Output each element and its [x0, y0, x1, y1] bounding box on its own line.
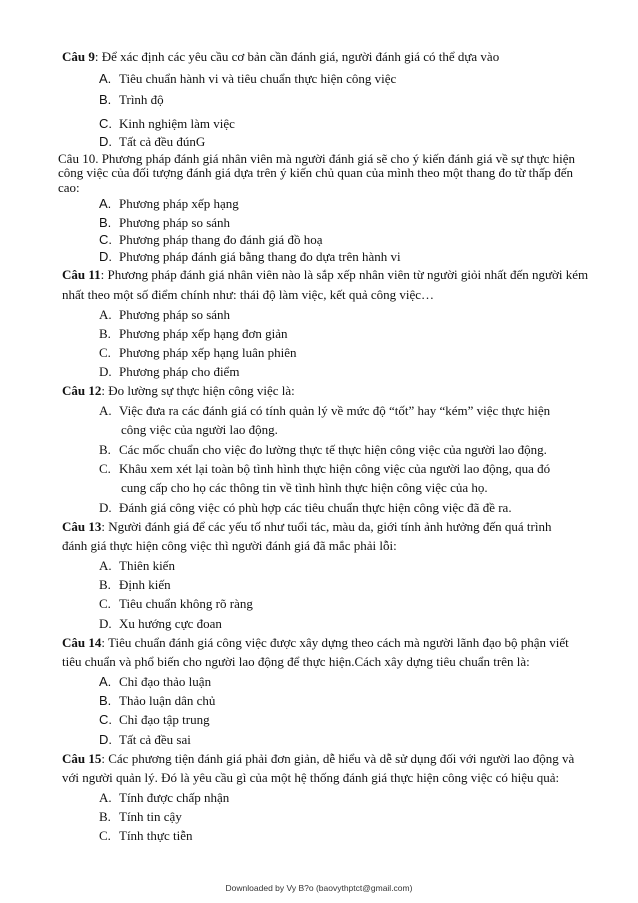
- option-text: Phương pháp cho điểm: [119, 364, 240, 379]
- question-14-stem: [62, 634, 569, 651]
- option-label: B.: [99, 442, 111, 457]
- option-d: [99, 731, 191, 748]
- option-text: Tính thực tiễn: [119, 828, 193, 843]
- option-text: Phương pháp so sánh: [119, 215, 231, 230]
- option-label: C.: [99, 828, 111, 843]
- option-d: [99, 363, 239, 380]
- option-b: [99, 91, 164, 108]
- option-a: [99, 195, 239, 212]
- option-label: C.: [99, 461, 111, 476]
- question-text: : Đo lường sự thực hiện công việc là:: [101, 383, 295, 398]
- option-label: B.: [99, 577, 111, 592]
- question-15-stem-line-2: với người quản lý. Đó là yêu cầu gì của một hệ thống đánh giá thực hiện công việc có hiệu quả:: [62, 770, 560, 785]
- option-text: Phương pháp xếp hạng luân phiên: [119, 345, 297, 360]
- option-c: [99, 460, 550, 477]
- question-10-stem-line-1: Câu 10. Phương pháp đánh giá nhân viên mà người đánh giá sẽ cho ý kiến đánh giá về sự thực hiện: [58, 151, 576, 166]
- option-label: A.: [99, 71, 112, 86]
- option-a: [99, 557, 175, 574]
- option-c: [99, 344, 296, 361]
- question-9-stem: [62, 48, 499, 65]
- option-text: Việc đưa ra các đánh giá có tính quản lý về mức độ “tốt” hay “kém” việc thực hiện: [119, 403, 551, 418]
- option-text: Phương pháp so sánh: [119, 307, 231, 322]
- question-11-stem-line-2: nhất theo một số điểm chính như: thái độ làm việc, kết quả công việc…: [62, 287, 435, 302]
- question-13-stem: [62, 518, 551, 535]
- option-a-continuation: công việc của người lao động.: [121, 422, 278, 437]
- option-text: Chỉ đạo thảo luận: [119, 674, 212, 689]
- option-label: C.: [99, 232, 112, 247]
- option-text: Tính được chấp nhận: [119, 790, 230, 805]
- option-b: [99, 808, 182, 825]
- option-label: A.: [99, 196, 112, 211]
- option-d: [99, 133, 205, 150]
- question-15-stem: [62, 750, 574, 767]
- option-text: Tiêu chuẩn hành vi và tiêu chuẩn thực hiện công việc: [119, 71, 397, 86]
- option-d: [99, 615, 222, 632]
- option-b: [99, 441, 547, 458]
- option-text: Phương pháp đánh giá bằng thang đo dựa trên hành vi: [119, 249, 401, 264]
- option-text: Chỉ đạo tập trung: [119, 712, 210, 727]
- question-12-stem: [62, 382, 295, 399]
- option-text: Đánh giá công việc có phù hợp các tiêu chuẩn thực hiện công việc đã đề ra.: [119, 500, 512, 515]
- option-text: Các mốc chuẩn cho việc đo lường thực tế thực hiện công việc của người lao động.: [119, 442, 547, 457]
- question-text: : Người đánh giá để các yếu tố như tuổi tác, màu da, giới tính ảnh hưởng đến quá trình: [101, 519, 552, 534]
- option-a: [99, 789, 229, 806]
- option-text: Kinh nghiệm làm việc: [119, 116, 235, 131]
- option-text: Tất cả đều đúnG: [119, 134, 206, 149]
- option-text: Tiêu chuẩn không rõ ràng: [119, 596, 253, 611]
- option-label: A.: [99, 674, 112, 689]
- question-number: Câu 12: [62, 383, 102, 398]
- option-label: B.: [99, 326, 111, 341]
- question-number: Câu 11: [62, 267, 101, 282]
- option-c-continuation: cung cấp cho họ các thông tin về tình hình thực hiện công việc của họ.: [121, 480, 488, 495]
- option-label: C.: [99, 345, 111, 360]
- option-a: [99, 70, 396, 87]
- question-number: Câu 15: [62, 751, 102, 766]
- question-text: : Tiêu chuẩn đánh giá công việc được xây dựng theo cách mà người lãnh đạo bộ phận viết: [101, 635, 569, 650]
- option-label: D.: [99, 616, 112, 631]
- option-label: B.: [99, 809, 111, 824]
- option-b: [99, 692, 215, 709]
- question-11-stem: [62, 266, 588, 283]
- option-d: [99, 499, 512, 516]
- option-label: D.: [99, 134, 112, 149]
- option-a: [99, 402, 550, 419]
- option-text: Định kiến: [119, 577, 171, 592]
- option-text: Phương pháp xếp hạng: [119, 196, 239, 211]
- question-number: Câu 14: [62, 635, 102, 650]
- option-label: C.: [99, 116, 112, 131]
- option-text: Xu hướng cực đoan: [119, 616, 222, 631]
- option-c: [99, 115, 235, 132]
- download-footer: Downloaded by Vy B?o (baovythptct@gmail.com): [225, 883, 413, 893]
- option-label: A.: [99, 558, 112, 573]
- option-label: B.: [99, 693, 112, 708]
- option-c: [99, 231, 322, 248]
- option-b: [99, 214, 230, 231]
- option-text: Tính tin cậy: [119, 809, 182, 824]
- question-text: : Các phương tiện đánh giá phải đơn giản, dễ hiểu và dễ sử dụng đối với người lao động và: [101, 751, 575, 766]
- option-text: Phương pháp thang đo đánh giá đồ hoạ: [119, 232, 323, 247]
- option-label: C.: [99, 596, 111, 611]
- option-label: A.: [99, 403, 112, 418]
- option-text: Phương pháp xếp hạng đơn giản: [119, 326, 288, 341]
- option-c: [99, 711, 210, 728]
- question-number: Câu 9: [62, 49, 95, 64]
- option-label: B.: [99, 215, 112, 230]
- option-c: [99, 595, 253, 612]
- option-label: D.: [99, 500, 112, 515]
- option-label: A.: [99, 790, 112, 805]
- question-13-stem-line-2: đánh giá thực hiện công việc thì người đánh giá đã mắc phải lỗi:: [62, 538, 397, 553]
- option-text: Thiên kiến: [119, 558, 175, 573]
- option-label: A.: [99, 307, 112, 322]
- option-text: Khâu xem xét lại toàn bộ tình hình thực hiện công việc của người lao động, qua đó: [119, 461, 551, 476]
- question-text: : Phương pháp đánh giá nhân viên nào là sắp xếp nhân viên từ người giỏi nhất đến người kém: [100, 267, 589, 282]
- option-b: [99, 325, 287, 342]
- option-label: D.: [99, 364, 112, 379]
- option-text: Trình độ: [119, 92, 164, 107]
- option-label: B.: [99, 92, 112, 107]
- option-a: [99, 673, 211, 690]
- option-text: Tất cả đều sai: [119, 732, 191, 747]
- question-text: : Để xác định các yêu cầu cơ bản cần đánh giá, người đánh giá có thể dựa vào: [94, 49, 500, 64]
- option-label: D.: [99, 732, 112, 747]
- option-label: D.: [99, 249, 112, 264]
- question-number: Câu 13: [62, 519, 102, 534]
- option-d: [99, 248, 401, 265]
- option-text: Thảo luận dân chủ: [119, 693, 216, 708]
- option-c: [99, 827, 192, 844]
- option-label: C.: [99, 712, 112, 727]
- option-a: [99, 306, 230, 323]
- question-10-stem-line-3: cao:: [58, 180, 80, 195]
- option-b: [99, 576, 171, 593]
- question-10-stem-line-2: công việc của đối tượng đánh giá dựa trên ý kiến chủ quan của mình theo một thang đo từ thấp đến: [58, 165, 574, 180]
- question-14-stem-line-2: tiêu chuẩn và phổ biến cho người lao động để thực hiện.Cách xây dựng tiêu chuẩn trên là:: [62, 654, 530, 669]
